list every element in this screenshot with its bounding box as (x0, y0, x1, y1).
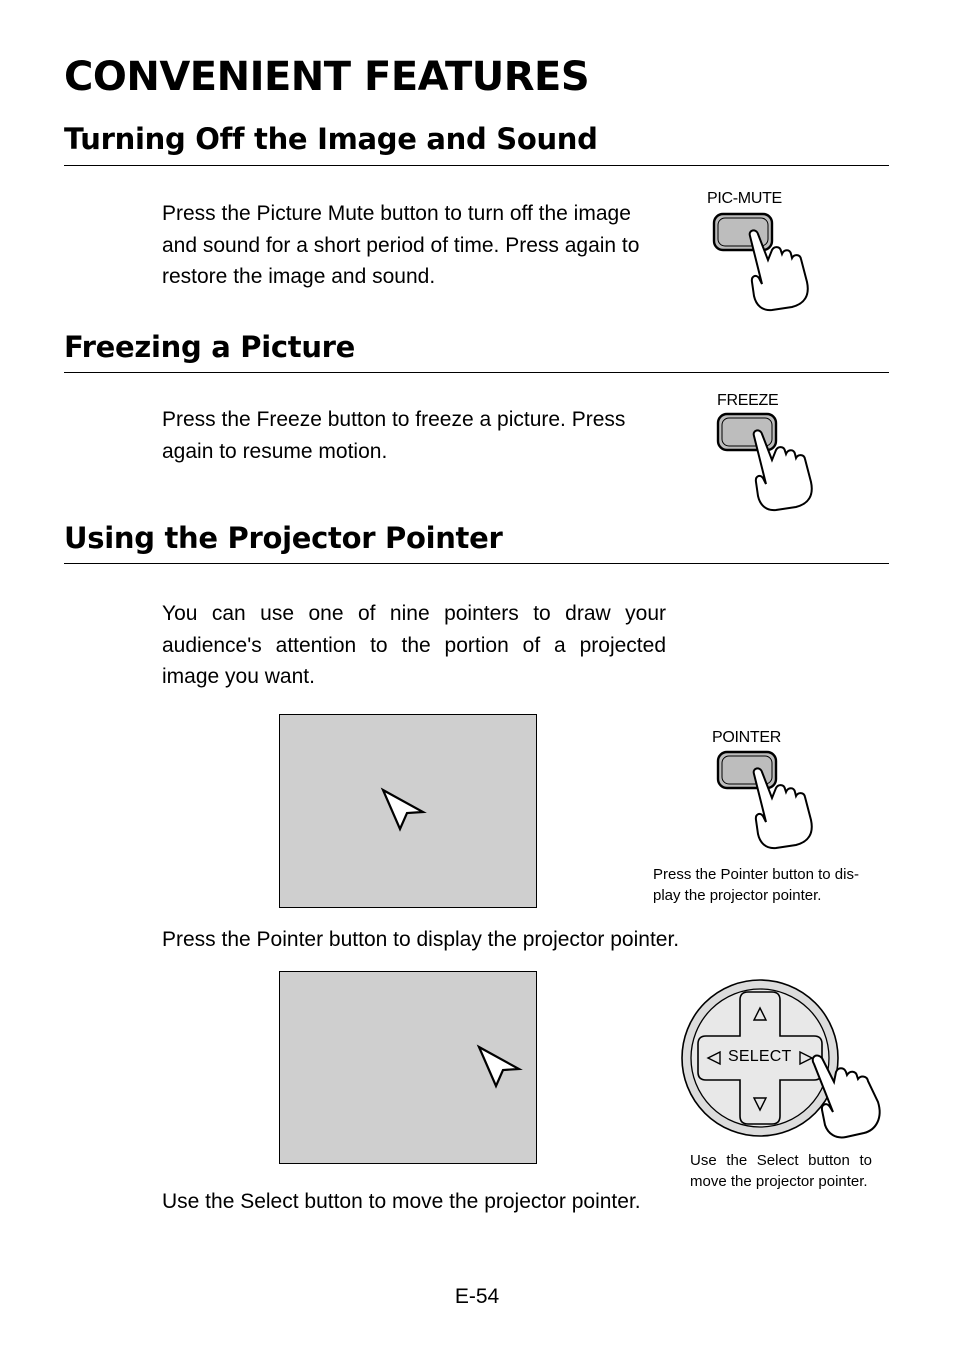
text-line: again to resume motion. (162, 439, 388, 463)
pointer-button-label: POINTER (712, 729, 782, 746)
text-line: restore the image and sound. (162, 265, 436, 288)
page-title: CONVENIENT FEATURES (64, 54, 590, 100)
pointer-step2-text: Use the Select button to move the projector pointer. (162, 1190, 641, 1213)
hand-pressing-button-icon (716, 412, 826, 512)
arrow-pointer-icon (380, 787, 428, 835)
section-heading-freeze: Freezing a Picture (64, 330, 356, 364)
hand-pressing-button-icon (716, 750, 826, 850)
freeze-text (162, 404, 666, 467)
section-divider (64, 165, 889, 166)
freeze-button-label: FREEZE (717, 392, 779, 409)
section-divider (64, 563, 889, 564)
text-line: Press the Picture Mute button to turn off the image (162, 202, 631, 225)
caption-line: Use the Select button to (690, 1152, 872, 1169)
projected-screen-illustration (279, 714, 537, 908)
caption-line: play the projector pointer. (653, 887, 822, 904)
section-heading-picture-mute: Turning Off the Image and Sound (64, 122, 598, 156)
pic-mute-button-label: PIC-MUTE (707, 190, 782, 207)
arrow-pointer-icon (476, 1044, 524, 1092)
pointer-step1-text: Press the Pointer button to display the projector pointer. (162, 928, 680, 951)
caption-line: move the projector pointer. (690, 1173, 868, 1190)
select-button-label: SELECT (728, 1048, 792, 1065)
text-line: Press the Freeze button to freeze a picture. Press (162, 408, 626, 431)
caption-line: Press the Pointer button to dis- (653, 866, 859, 883)
pointer-intro-text: You can use one of nine pointers to draw your audience's attention to the portion of a projected image you want. (162, 602, 666, 688)
picture-mute-text (162, 198, 666, 293)
section-divider (64, 372, 889, 373)
hand-pressing-button-icon (712, 212, 822, 312)
text-line: and sound for a short period of time. Press again to (162, 233, 640, 257)
projected-screen-illustration (279, 971, 537, 1164)
section-heading-pointer: Using the Projector Pointer (64, 521, 503, 555)
select-caption (690, 1150, 872, 1192)
pointer-caption (653, 864, 873, 906)
page-number: E-54 (454, 1285, 500, 1308)
